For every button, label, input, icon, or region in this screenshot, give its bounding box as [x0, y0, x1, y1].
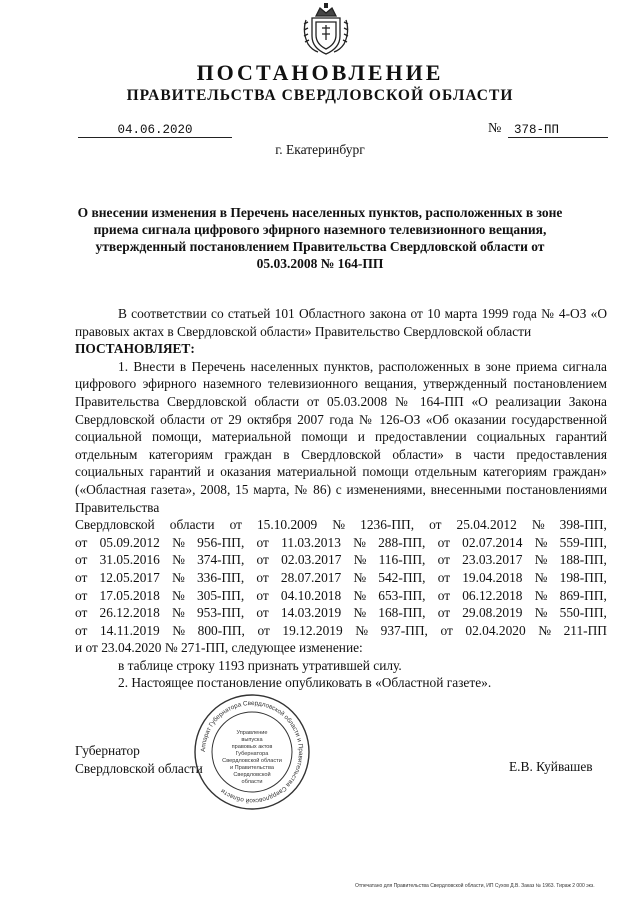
document-subheading: ПРАВИТЕЛЬСТВА СВЕРДЛОВСКОЙ ОБЛАСТИ [126, 87, 514, 104]
amendment-line: от 14.11.2019 № 800-ПП, от 19.12.2019 № 937-ПП, от 02.04.2020 № 211-ПП [75, 622, 607, 638]
stamp-ring-text: Аппарат Губернатора Свердловской области и Правительства Свердловской области [199, 699, 305, 805]
stamp-line: правовых актов [231, 744, 273, 750]
item-2-paragraph: 2. Настоящее постановление опубликовать в «Областной газете». [118, 675, 492, 691]
amendment-line: от 12.05.2017 № 336-ПП, от 28.07.2017 № 542-ПП, от 19.04.2018 № 198-ПП, [75, 569, 607, 585]
stamp-line: Свердловской [233, 772, 271, 778]
change-text: в таблице строку 1193 признать утратившей силу. [118, 657, 402, 673]
stamp-line: области [241, 779, 263, 785]
intro-paragraph: В соответствии со статьей 101 Областного закона от 10 марта 1999 года № 4-ОЗ «О правовых актах в Свердловской области» Правительство Свердловской области [75, 306, 607, 339]
document-number: 378-ПП [508, 123, 608, 138]
print-footer: Отпечатано для Правительства Свердловской области, ИП Сухов Д.В. Заказ № 1963. Тираж 2 000 экз. [355, 883, 595, 889]
stamp-line: Свердловской области [222, 758, 282, 764]
resolves-heading: ПОСТАНОВЛЯЕТ: [75, 341, 195, 357]
document-heading: ПОСТАНОВЛЕНИЕ [196, 60, 444, 85]
city: г. Екатеринбург [275, 142, 365, 157]
signatory-name: Е.В. Куйвашев [509, 759, 593, 774]
amendment-line: от 17.05.2018 № 305-ПП, от 04.10.2018 № 653-ПП, от 06.12.2018 № 869-ПП, [75, 587, 607, 603]
amendment-line: от 05.09.2012 № 956-ПП, от 11.03.2013 № 288-ПП, от 02.07.2014 № 559-ПП, [75, 534, 607, 550]
position-line-2: Свердловской области [75, 761, 203, 776]
amendment-line: от 31.05.2016 № 374-ПП, от 02.03.2017 № 116-ПП, от 23.03.2017 № 188-ПП, [75, 552, 607, 568]
document-date: 04.06.2020 [78, 123, 232, 138]
position-line-1: Губернатор [75, 743, 140, 758]
amendment-line: Свердловской области от 15.10.2009 № 1236-ПП, от 25.04.2012 № 398-ПП, [75, 517, 607, 533]
stamp-line: Губернатора [235, 751, 269, 757]
document-body [75, 305, 607, 692]
stamp-line: Управление [236, 730, 268, 736]
stamp-line: выпуска [241, 737, 263, 743]
number-label: № [488, 121, 502, 136]
item-1-paragraph: 1. Внести в Перечень населенных пунктов, расположенных в зоне приема сигнала цифрового эфирного наземного телевизионного вещания, утвержденный постановлением Правительства Свердловской области от 05.03.2008 № 164-ПП «О реализации Закона Свердловской области от 29 октября 2007 года № 126-ОЗ «Об оказании государственной социальной помощи, материальной помощи и предоставлении социальных гарантий отдельным категориям граждан в Свердловской области» в части предоставления социальных гарантий и оказания материальной помощи отдельным категориям граждан» («Областная газета», 2008, 15 марта, № 86) с изменениями, внесенными постановлениями Правительства [75, 358, 607, 515]
document-title: О внесении изменения в Перечень населенных пунктов, расположенных в зоне приема сигнала цифрового эфирного наземного телевизионного вещания, утвержденный постановлением Правительства Свердловской области от 05.03.2008 № 164-ПП [77, 205, 563, 271]
signatory-position [75, 742, 203, 778]
stamp-line: и Правительства [230, 765, 274, 771]
amendment-line: от 26.12.2018 № 953-ПП, от 14.03.2019 № 168-ПП, от 29.08.2019 № 550-ПП, [75, 605, 607, 621]
amendment-last-line: и от 23.04.2020 № 271-ПП, следующее изменение: [75, 640, 363, 656]
coat-of-arms-emblem [300, 2, 352, 58]
official-stamp [192, 692, 312, 812]
